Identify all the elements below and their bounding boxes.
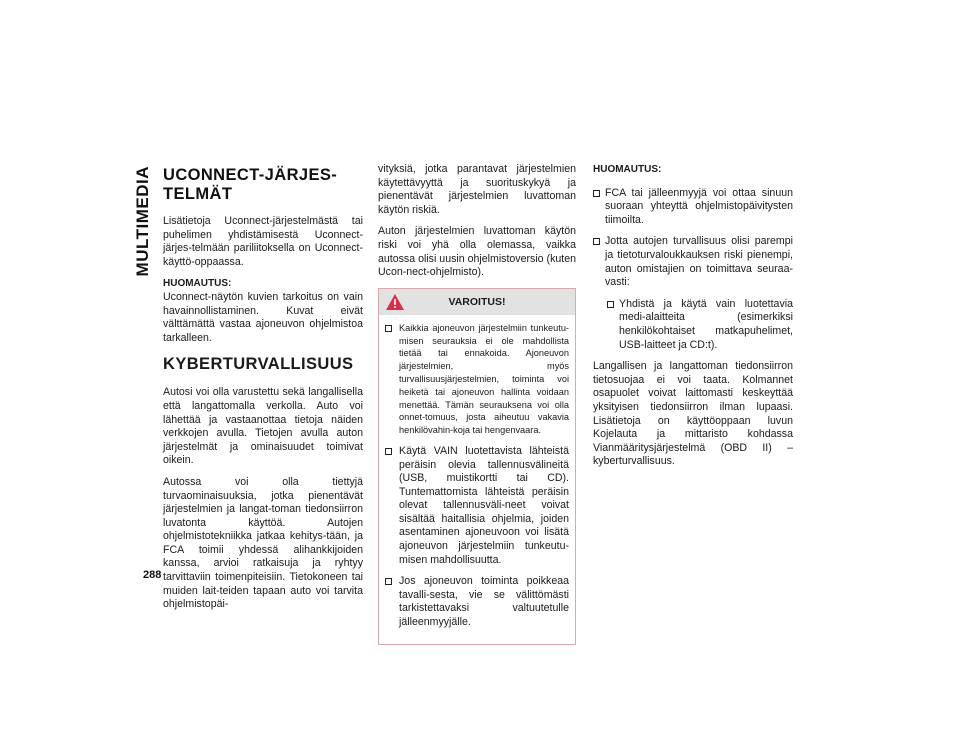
bullet-square-icon <box>593 238 600 245</box>
cyber-paragraph-2: Autossa voi olla tiettyjä turvaominaisuuksia, jotka pienentävät järjestelmien ja langat-toman tiedonsiirron luvatonta käyttöä. Autojen ohjelmistotekniikka jatkaa kehitys-tään, ja FCA toimii yhdessä alihankkijoiden kanssa, arvioi ratkaisuja ja ryhtyy tarvittaviin toimenpiteisiin. Tietokoneen tai muiden lait-teiden tapaan auto voi tarvita ohjelmistopäi- <box>163 475 363 611</box>
list-item-text: Jotta autojen turvallisuus olisi parempi ja tietoturvaloukkauksen riski pienempi, auton omistajien on toimittava seuraa-vasti: <box>605 235 793 289</box>
list-item <box>593 235 793 289</box>
bullet-square-icon <box>385 448 392 455</box>
warning-item <box>385 445 569 567</box>
warning-item-text: Käytä VAIN luotettavista lähteistä peräisin olevia tallennusvälineitä (USB, muistikortti tai CD). Tuntemattomista lähteistä peräisin olevat tallennusväli-neet voivat sisältää haitallisia ohjelmia, joiden asentaminen ajoneuvoon voi lisätä ajoneuvon järjestelmiin tunkeutu-misen mahdollisuutta. <box>399 444 569 566</box>
sub-list-item <box>607 298 793 352</box>
warning-item <box>385 575 569 629</box>
bullet-square-icon <box>607 301 614 308</box>
warning-triangle-icon <box>385 293 405 311</box>
bullet-square-icon <box>385 325 392 332</box>
data-privacy-paragraph: Langallisen ja langattoman tiedonsiirron tietosuojaa ei voi taata. Kolmannet osapuolet voivat laittomasti keskeyttää yksityisen tiedonsiirron ilman lupaasi. Lisätietoja on käyttöoppaan luvun Kojelauta ja mittaristo kohdassa Vianmääritysjärjestelmä (OBD II) – kyberturvallisuus. <box>593 360 793 468</box>
warning-title: VAROITUS! <box>448 295 506 308</box>
heading-uconnect: UCONNECT-JÄRJES-TELMÄT <box>163 166 338 203</box>
warning-header <box>379 289 575 315</box>
note-label: HUOMAUTUS: <box>163 278 232 290</box>
column-1 <box>163 166 363 620</box>
heading-cybersecurity: KYBERTURVALLISUUS <box>163 355 354 374</box>
column-3 <box>593 163 793 477</box>
cyber-paragraph-1: Autosi voi olla varustettu sekä langallisella että langattomalla verkolla. Auto voi lähettää ja vastaanottaa tietoja näiden verkkojen avulla. Tietojen avulla auton järjestelmät ja ominaisuudet toimivat oikein. <box>163 386 363 467</box>
list-item <box>593 187 793 228</box>
warning-item <box>385 322 569 437</box>
note-label: HUOMAUTUS: <box>593 164 662 175</box>
list-item-text: FCA tai jälleenmyyjä voi ottaa sinuun suoraan yhteyttä ohjelmistopäivitysten tiimoilta. <box>605 186 793 226</box>
note-text: Uconnect-näytön kuvien tarkoitus on vain havainnollistaminen. Kuvat eivät välttämättä vastaa ajoneuvon ohjelmistoa tarkalleen. <box>163 290 363 344</box>
continued-paragraph: vityksiä, jotka parantavat järjestelmien käytettävyyttä ja suorituskykyä ja pienentävät järjestelmien luvattoman käytön riskiä. <box>378 163 576 216</box>
sub-list-item-text: Yhdistä ja käytä vain luotettavia medi-alaitteita (esimerkiksi henkilökohtaiset matkapuhelimet, USB-laitteet ja CD:t). <box>619 297 793 351</box>
warning-item-text: Jos ajoneuvon toiminta poikkeaa tavalli-sesta, vie se välittömästi tarkistettavaksi valtuutetulle jälleenmyyjälle. <box>399 575 569 629</box>
risk-paragraph: Auton järjestelmien luvattoman käytön riski voi yhä olla olemassa, vaikka autossa olisi uusin ohjelmistoversio (kuten Ucon-nect-ohjelmisto). <box>378 225 576 279</box>
uconnect-intro: Lisätietoja Uconnect-järjestelmästä tai puhelimen yhdistämisestä Uconnect-järjes-telmään pariliitoksella on Uconnect-käyttö-oppaassa. <box>163 215 363 268</box>
warning-item-text: Kaikkia ajoneuvon järjestelmiin tunkeutu-misen seurauksia ei ole mahdollista tietää tai ennakoida. Ajoneuvon järjestelmien, myös turvallisuusjärjestelmien, toiminta voi heiketä tai ajoneuvon hallinta voidaan menettää. Tämän seurauksena voi olla onnet-tomuus, josta aiheutuu vakavia henkilövahin-koja tai hengenvaara. <box>399 322 569 436</box>
bullet-square-icon <box>593 190 600 197</box>
warning-body <box>379 315 575 644</box>
warning-box <box>378 288 576 645</box>
bullet-square-icon <box>385 578 392 585</box>
page-number: 288 <box>143 569 162 581</box>
column-2 <box>378 163 576 655</box>
section-tab-label: MULTIMEDIA <box>133 166 152 277</box>
